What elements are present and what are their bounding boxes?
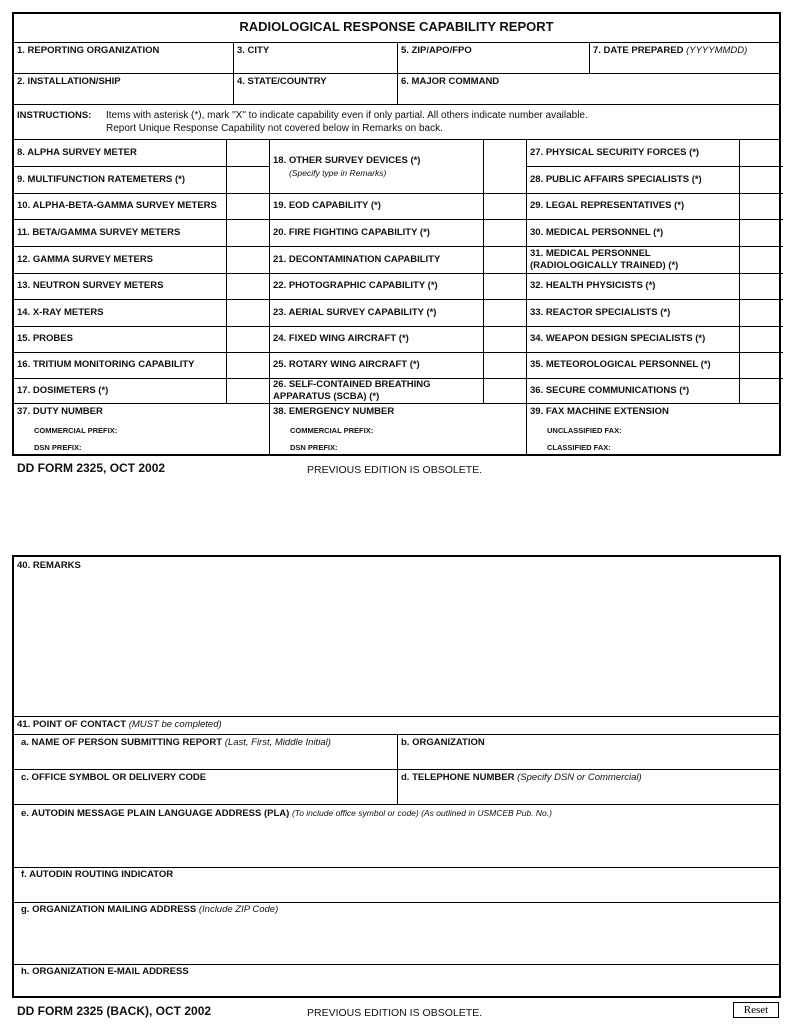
row-divider xyxy=(526,299,783,300)
divider xyxy=(739,326,740,352)
zip-label: 5. ZIP/APO/FPO xyxy=(401,45,472,56)
email-address-field[interactable] xyxy=(21,980,776,994)
reporting-organization-label: 1. REPORTING ORGANIZATION xyxy=(17,45,160,56)
divider xyxy=(226,219,227,246)
item-19-eod-capability-label: 19. EOD CAPABILITY (*) xyxy=(273,200,381,211)
item-32-health-physicists-input[interactable] xyxy=(741,275,779,297)
divider xyxy=(14,804,779,805)
item-10-alpha-beta-gamma-survey-meters-label: 10. ALPHA-BETA-GAMMA SURVEY METERS xyxy=(17,200,217,211)
divider xyxy=(589,42,590,73)
office-symbol-label: c. OFFICE SYMBOL OR DELIVERY CODE xyxy=(21,772,207,783)
divider xyxy=(483,273,484,299)
divider xyxy=(226,193,227,219)
divider xyxy=(269,299,270,326)
installation-ship-label: 2. INSTALLATION/SHIP xyxy=(17,76,121,87)
item-36-secure-communications-input[interactable] xyxy=(741,380,779,401)
divider xyxy=(483,193,484,219)
item-19-eod-capability-input[interactable] xyxy=(485,195,524,217)
obsolete-notice-back: PREVIOUS EDITION IS OBSOLETE. xyxy=(307,1007,483,1019)
row-divider xyxy=(269,246,526,247)
divider xyxy=(739,246,740,273)
person-name-label: a. NAME OF PERSON SUBMITTING REPORT (Last, First, Middle Initial) xyxy=(21,737,331,748)
item-34-weapon-design-specialists-input[interactable] xyxy=(741,328,779,350)
item-9-multifunction-ratemeters-label: 9. MULTIFUNCTION RATEMETERS (*) xyxy=(17,174,185,185)
divider xyxy=(526,326,527,352)
duty-commercial-prefix-label: COMMERCIAL PREFIX: xyxy=(34,426,118,435)
person-name-field[interactable] xyxy=(21,752,393,766)
item-34-weapon-design-specialists-label: 34. WEAPON DESIGN SPECIALISTS (*) xyxy=(530,333,706,344)
item-23-aerial-survey-capability-input[interactable] xyxy=(485,301,524,324)
instructions-label: INSTRUCTIONS: xyxy=(17,110,92,121)
divider xyxy=(14,902,779,903)
mailing-address-field[interactable] xyxy=(21,919,776,961)
duty-dsn-prefix-label: DSN PREFIX: xyxy=(34,443,82,452)
row-divider xyxy=(526,378,783,379)
divider xyxy=(269,140,270,166)
item-31-medical-personnel-label: 31. MEDICAL PERSONNEL (RADIOLOGICALLY TRAINED) (*) xyxy=(530,248,679,271)
unclassified-fax-label: UNCLASSIFIED FAX: xyxy=(547,426,622,435)
classified-fax-field[interactable] xyxy=(624,441,777,453)
item-15-probes-input[interactable] xyxy=(228,328,267,350)
item-35-meteorological-personnel-input[interactable] xyxy=(741,354,779,376)
major-command-field[interactable] xyxy=(401,89,777,103)
divider xyxy=(526,403,527,456)
divider xyxy=(739,352,740,378)
divider xyxy=(739,140,740,166)
row-divider xyxy=(14,219,269,220)
divider xyxy=(269,219,270,246)
item-13-neutron-survey-meters-input[interactable] xyxy=(228,275,267,297)
item-13-neutron-survey-meters-label: 13. NEUTRON SURVEY METERS xyxy=(17,280,164,291)
item-14-x-ray-meters-input[interactable] xyxy=(228,301,267,324)
item-26-self-contained-breathing-apparatus-label: 26. SELF-CONTAINED BREATHING APPARATUS (SCBA) (*) xyxy=(273,379,431,402)
instructions-line-1: Items with asterisk (*), mark "X" to indicate capability even if only partial. All others indicate number available. xyxy=(106,110,588,121)
major-command-label: 6. MAJOR COMMAND xyxy=(401,76,500,87)
fax-extension-label: 39. FAX MACHINE EXTENSION xyxy=(530,406,669,417)
row-divider xyxy=(269,193,526,194)
row-divider xyxy=(269,219,526,220)
item-31-medical-personnel-input[interactable] xyxy=(741,248,779,271)
divider xyxy=(526,352,527,378)
divider xyxy=(14,403,779,404)
item-29-legal-representatives-input[interactable] xyxy=(741,195,779,217)
divider xyxy=(269,326,270,352)
divider xyxy=(14,73,779,74)
item-16-tritium-monitoring-capability-label: 16. TRITIUM MONITORING CAPABILITY xyxy=(17,359,195,370)
telephone-number-label: d. TELEPHONE NUMBER (Specify DSN or Commercial) xyxy=(401,772,642,783)
item-33-reactor-specialists-label: 33. REACTOR SPECIALISTS (*) xyxy=(530,307,671,318)
item-18-other-survey-devices-note: (Specify type in Remarks) xyxy=(289,168,387,178)
item-32-health-physicists-label: 32. HEALTH PHYSICISTS (*) xyxy=(530,280,656,291)
organization-field[interactable] xyxy=(401,752,777,766)
row-divider xyxy=(14,246,269,247)
form-footer-back: DD FORM 2325 (BACK), OCT 2002 xyxy=(17,1004,212,1018)
city-field[interactable] xyxy=(237,59,395,73)
divider xyxy=(483,299,484,326)
emergency-commercial-prefix-field[interactable] xyxy=(382,424,522,436)
divider xyxy=(483,219,484,246)
divider xyxy=(269,166,270,193)
autodin-pla-label: e. AUTODIN MESSAGE PLAIN LANGUAGE ADDRESS (PLA) (To include office symbol or code) (As outlined in USMCEB Pub. No.) xyxy=(21,808,552,819)
item-29-legal-representatives-label: 29. LEGAL REPRESENTATIVES (*) xyxy=(530,200,685,211)
item-17-dosimeters-label: 17. DOSIMETERS (*) xyxy=(17,385,109,396)
item-22-photographic-capability-label: 22. PHOTOGRAPHIC CAPABILITY (*) xyxy=(273,280,438,291)
divider xyxy=(226,299,227,326)
item-15-probes-label: 15. PROBES xyxy=(17,333,73,344)
divider xyxy=(483,352,484,378)
date-prepared-field[interactable] xyxy=(593,59,777,73)
divider xyxy=(14,139,779,140)
divider xyxy=(14,716,779,717)
item-18-other-survey-devices-input[interactable] xyxy=(485,142,524,191)
divider xyxy=(226,140,227,166)
item-22-photographic-capability-input[interactable] xyxy=(485,275,524,297)
item-26-self-contained-breathing-apparatus-input[interactable] xyxy=(485,380,524,401)
row-divider xyxy=(526,246,783,247)
state-country-label: 4. STATE/COUNTRY xyxy=(237,76,327,87)
divider xyxy=(14,769,779,770)
row-divider xyxy=(269,326,526,327)
unclassified-fax-field[interactable] xyxy=(634,424,777,436)
item-8-alpha-survey-meter-label: 8. ALPHA SURVEY METER xyxy=(17,147,137,158)
organization-label: b. ORGANIZATION xyxy=(401,737,485,748)
divider xyxy=(739,273,740,299)
state-country-field[interactable] xyxy=(237,89,395,103)
row-divider xyxy=(526,273,783,274)
city-label: 3. CITY xyxy=(237,45,270,56)
reporting-organization-field[interactable] xyxy=(17,59,229,73)
duty-commercial-prefix-field[interactable] xyxy=(126,424,266,436)
divider xyxy=(226,166,227,193)
divider xyxy=(526,378,527,403)
page2-form xyxy=(12,555,781,998)
item-23-aerial-survey-capability-label: 23. AERIAL SURVEY CAPABILITY (*) xyxy=(273,307,437,318)
row-divider xyxy=(14,352,269,353)
emergency-dsn-prefix-label: DSN PREFIX: xyxy=(290,443,338,452)
item-17-dosimeters-input[interactable] xyxy=(228,380,267,401)
item-10-alpha-beta-gamma-survey-meters-input[interactable] xyxy=(228,195,267,217)
item-27-physical-security-forces-input[interactable] xyxy=(741,142,779,164)
divider xyxy=(526,273,527,299)
row-divider xyxy=(14,299,269,300)
divider xyxy=(226,246,227,273)
row-divider xyxy=(269,273,526,274)
item-14-x-ray-meters-label: 14. X-RAY METERS xyxy=(17,307,104,318)
item-11-beta-gamma-survey-meters-label: 11. BETA/GAMMA SURVEY METERS xyxy=(17,227,181,238)
reset-button[interactable]: Reset xyxy=(733,1002,779,1018)
divider xyxy=(269,352,270,378)
divider xyxy=(526,219,527,246)
item-28-public-affairs-specialists-input[interactable] xyxy=(741,168,779,191)
emergency-number-label: 38. EMERGENCY NUMBER xyxy=(273,406,395,417)
duty-number-label: 37. DUTY NUMBER xyxy=(17,406,103,417)
divider xyxy=(739,219,740,246)
divider xyxy=(226,273,227,299)
item-25-rotary-wing-aircraft-label: 25. ROTARY WING AIRCRAFT (*) xyxy=(273,359,420,370)
divider xyxy=(269,193,270,219)
divider xyxy=(226,326,227,352)
row-divider xyxy=(14,326,269,327)
divider xyxy=(14,104,779,105)
divider xyxy=(269,273,270,299)
item-28-public-affairs-specialists-label: 28. PUBLIC AFFAIRS SPECIALISTS (*) xyxy=(530,174,702,185)
divider xyxy=(739,378,740,403)
remarks-field[interactable] xyxy=(17,574,776,714)
item-8-alpha-survey-meter-input[interactable] xyxy=(228,142,267,164)
row-divider xyxy=(14,273,269,274)
autodin-pla-field[interactable] xyxy=(21,822,776,864)
item-11-beta-gamma-survey-meters-input[interactable] xyxy=(228,221,267,244)
row-divider xyxy=(526,326,783,327)
divider xyxy=(739,299,740,326)
divider xyxy=(269,378,270,403)
classified-fax-label: CLASSIFIED FAX: xyxy=(547,443,611,452)
item-20-fire-fighting-capability-input[interactable] xyxy=(485,221,524,244)
divider xyxy=(739,193,740,219)
divider xyxy=(526,246,527,273)
item-20-fire-fighting-capability-label: 20. FIRE FIGHTING CAPABILITY (*) xyxy=(273,227,430,238)
row-divider xyxy=(526,219,783,220)
divider xyxy=(483,326,484,352)
divider xyxy=(739,166,740,193)
item-18-other-survey-devices-label: 18. OTHER SURVEY DEVICES (*) xyxy=(273,155,421,166)
duty-dsn-prefix-field[interactable] xyxy=(94,441,266,453)
form-title: RADIOLOGICAL RESPONSE CAPABILITY REPORT xyxy=(239,19,554,34)
divider xyxy=(526,299,527,326)
row-divider xyxy=(526,193,783,194)
remarks-label: 40. REMARKS xyxy=(17,560,81,571)
instructions-line-2: Report Unique Response Capability not covered below in Remarks on back. xyxy=(106,123,443,134)
row-divider xyxy=(14,378,269,379)
item-24-fixed-wing-aircraft-label: 24. FIXED WING AIRCRAFT (*) xyxy=(273,333,409,344)
page1-form xyxy=(12,12,781,456)
item-25-rotary-wing-aircraft-input[interactable] xyxy=(485,354,524,376)
item-27-physical-security-forces-label: 27. PHYSICAL SECURITY FORCES (*) xyxy=(530,147,700,158)
item-12-gamma-survey-meters-label: 12. GAMMA SURVEY METERS xyxy=(17,254,154,265)
divider xyxy=(526,193,527,219)
item-24-fixed-wing-aircraft-input[interactable] xyxy=(485,328,524,350)
row-divider xyxy=(269,352,526,353)
emergency-commercial-prefix-label: COMMERCIAL PREFIX: xyxy=(290,426,374,435)
divider xyxy=(483,378,484,403)
divider xyxy=(14,964,779,965)
item-33-reactor-specialists-input[interactable] xyxy=(741,301,779,324)
date-prepared-label: 7. DATE PREPARED (YYYYMMDD) xyxy=(593,45,748,56)
item-30-medical-personnel-label: 30. MEDICAL PERSONNEL (*) xyxy=(530,227,664,238)
emergency-dsn-prefix-field[interactable] xyxy=(350,441,522,453)
item-36-secure-communications-label: 36. SECURE COMMUNICATIONS (*) xyxy=(530,385,690,396)
row-divider xyxy=(526,166,783,167)
row-divider xyxy=(14,193,269,194)
autodin-routing-field[interactable] xyxy=(21,884,776,898)
item-9-multifunction-ratemeters-input[interactable] xyxy=(228,168,267,191)
form-footer-front: DD FORM 2325, OCT 2002 xyxy=(17,461,166,475)
zip-field[interactable] xyxy=(401,59,587,73)
divider xyxy=(269,246,270,273)
autodin-routing-label: f. AUTODIN ROUTING INDICATOR xyxy=(21,869,174,880)
item-30-medical-personnel-input[interactable] xyxy=(741,221,779,244)
item-21-decontamination-capability-label: 21. DECONTAMINATION CAPABILITY xyxy=(273,254,441,265)
row-divider xyxy=(14,166,269,167)
email-address-label: h. ORGANIZATION E-MAIL ADDRESS xyxy=(21,966,189,977)
row-divider xyxy=(526,352,783,353)
divider xyxy=(483,140,484,193)
mailing-address-label: g. ORGANIZATION MAILING ADDRESS (Include ZIP Code) xyxy=(21,904,279,915)
row-divider xyxy=(269,299,526,300)
divider xyxy=(14,867,779,868)
office-symbol-field[interactable] xyxy=(21,787,393,801)
item-12-gamma-survey-meters-input[interactable] xyxy=(228,248,267,271)
divider xyxy=(483,246,484,273)
divider xyxy=(269,403,270,456)
telephone-number-field[interactable] xyxy=(401,787,777,801)
obsolete-notice-front: PREVIOUS EDITION IS OBSOLETE. xyxy=(307,464,483,476)
divider xyxy=(226,352,227,378)
item-35-meteorological-personnel-label: 35. METEOROLOGICAL PERSONNEL (*) xyxy=(530,359,711,370)
item-16-tritium-monitoring-capability-input[interactable] xyxy=(228,354,267,376)
point-of-contact-label: 41. POINT OF CONTACT (MUST be completed) xyxy=(17,719,222,730)
divider xyxy=(226,378,227,403)
installation-ship-field[interactable] xyxy=(17,89,229,103)
item-21-decontamination-capability-input[interactable] xyxy=(485,248,524,271)
